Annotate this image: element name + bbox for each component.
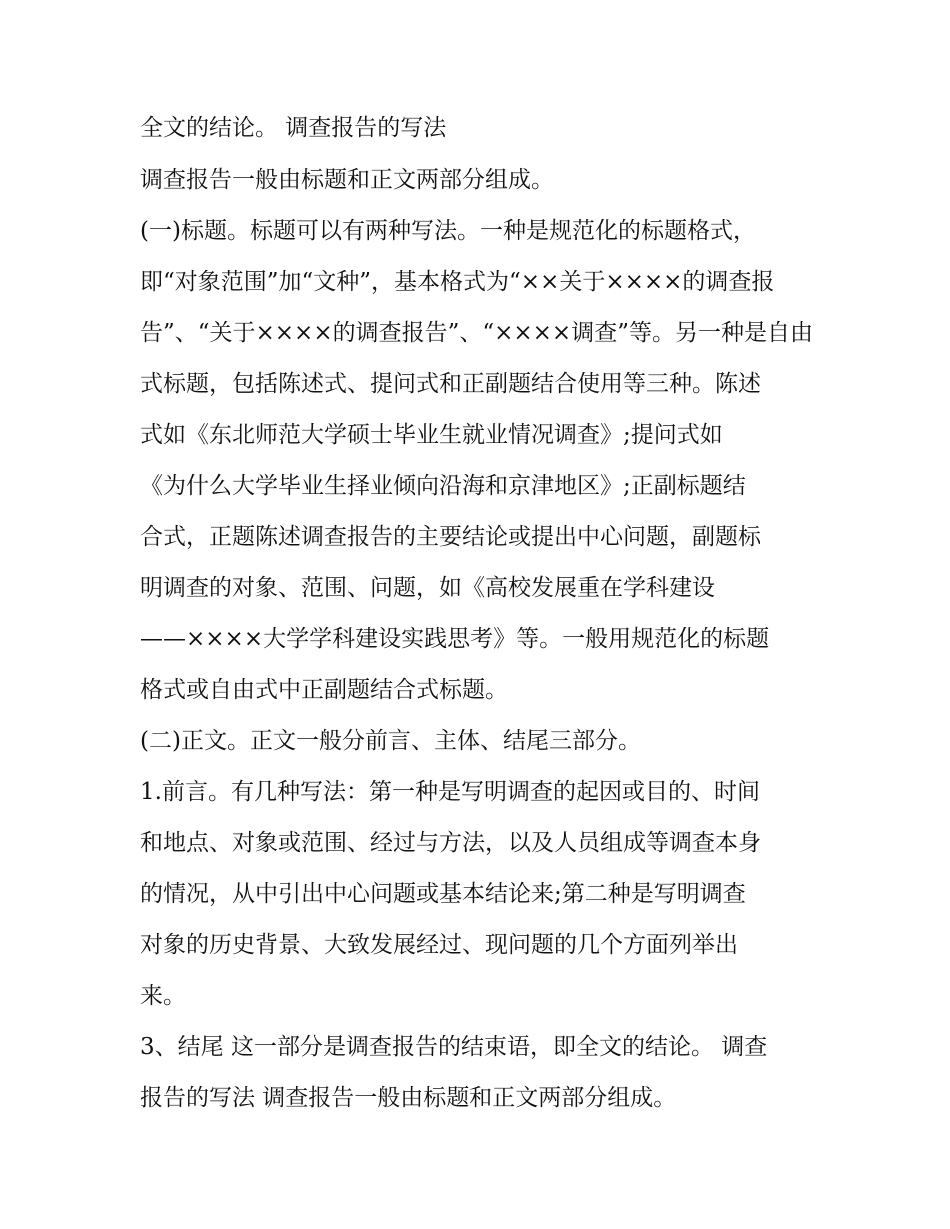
text-line: 对象的历史背景、大致发展经过、现问题的几个方面列举出 bbox=[140, 932, 738, 958]
text-line: 的情况，从中引出中心问题或基本结论来;第二种是写明调查 bbox=[140, 881, 746, 907]
text-line: 《为什么大学毕业生择业倾向沿海和京津地区》;正副标题结 bbox=[140, 473, 746, 499]
text-line: 告”、“关于××××的调查报告”、“××××调查”等。另一种是自由 bbox=[140, 320, 813, 346]
text-line: 明调查的对象、范围、问题，如《高校发展重在学科建设 bbox=[140, 575, 715, 601]
text-line: 式如《东北师范大学硕士毕业生就业情况调查》;提问式如 bbox=[140, 422, 723, 448]
text-line: 全文的结论。 调查报告的写法 bbox=[140, 115, 447, 141]
text-line: 3、结尾 这一部分是调查报告的结束语，即全文的结论。 调查 bbox=[140, 1034, 768, 1060]
text-line: 报告的写法 调查报告一般由标题和正文两部分组成。 bbox=[140, 1085, 677, 1111]
text-line: 式标题，包括陈述式、提问式和正副题结合使用等三种。陈述 bbox=[140, 371, 761, 397]
text-line: 1.前言。有几种写法：第一种是写明调查的起因或目的、时间 bbox=[140, 779, 760, 805]
text-line: 和地点、对象或范围、经过与方法，以及人员组成等调查本身 bbox=[140, 830, 761, 856]
text-line: 即“对象范围”加“文种”，基本格式为“××关于××××的调查报 bbox=[140, 269, 775, 295]
text-line: (二)正文。正文一般分前言、主体、结尾三部分。 bbox=[140, 728, 641, 754]
text-line: 调查报告一般由标题和正文两部分组成。 bbox=[140, 167, 554, 193]
text-line: ——××××大学学科建设实践思考》等。一般用规范化的标题 bbox=[140, 626, 770, 652]
text-line: 来。 bbox=[140, 983, 186, 1009]
text-line: 格式或自由式中正副题结合式标题。 bbox=[140, 677, 508, 703]
text-line: (一)标题。标题可以有两种写法。一种是规范化的标题格式， bbox=[140, 218, 756, 244]
text-line: 合式，正题陈述调查报告的主要结论或提出中心问题，副题标 bbox=[140, 524, 761, 550]
